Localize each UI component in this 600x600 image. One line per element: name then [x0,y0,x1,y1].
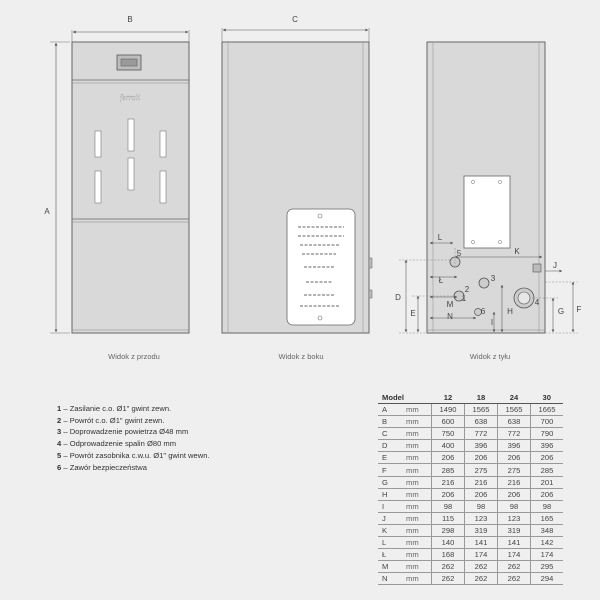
dimension-label-i: I [490,318,494,327]
table-row [378,549,563,561]
back-view-caption: Widok z tyłu [469,352,511,361]
table-cell-parameter: B [378,416,403,428]
table-row [378,464,563,476]
table-cell-unit: mm [403,561,432,573]
table-cell-value: 115 [432,512,465,524]
table-cell-value: 319 [498,524,531,536]
dimension-label-k: K [514,247,520,256]
table-cell-value: 216 [465,476,498,488]
table-header-model-12: 12 [432,392,465,404]
table-cell-value: 638 [498,416,531,428]
table-cell-value: 98 [465,500,498,512]
table-cell-parameter: F [378,464,403,476]
table-cell-value: 396 [465,440,498,452]
table-cell-value: 700 [531,416,564,428]
port-number-2: 2 [464,285,470,294]
port-number-4: 4 [534,298,540,307]
back-view-drawing [395,42,581,333]
legend-item: 5 – Powrót zasobnika c.w.u. Ø1" gwint wewn. [57,450,210,460]
table-cell-value: 319 [465,524,498,536]
dimension-label-g: G [557,307,565,316]
table-cell-value: 206 [498,452,531,464]
table-cell-parameter: G [378,476,403,488]
legend-item: 1 – Zasilanie c.o. Ø1" gwint zewn. [57,404,172,413]
table-cell-parameter: I [378,500,403,512]
table-cell-value: 1665 [531,404,564,416]
table-row [378,452,563,464]
table-cell-parameter: E [378,452,403,464]
table-body [378,404,563,585]
legend-item: 6 – Zawór bezpieczeństwa [57,462,147,472]
table-cell-value: 98 [531,500,564,512]
front-view-drawing [44,15,189,333]
table-cell-parameter: D [378,440,403,452]
table-cell-value: 396 [498,440,531,452]
table-cell-value: 206 [498,488,531,500]
table-cell-parameter: N [378,573,403,585]
table-cell-value: 206 [465,488,498,500]
table-cell-unit: mm [403,549,432,561]
dimension-label-j: J [553,261,557,270]
front-view-caption: Widok z przodu [108,352,160,361]
table-cell-value: 201 [531,476,564,488]
table-cell-parameter: H [378,488,403,500]
table-cell-value: 174 [531,549,564,561]
connections-legend [57,403,210,473]
table-cell-value: 141 [498,537,531,549]
table-header-model-18: 18 [465,392,498,404]
table-header-model: Model [378,392,432,404]
table-cell-value: 295 [531,561,564,573]
table-cell-unit: mm [403,500,432,512]
table-cell-value: 262 [432,573,465,585]
table-header-model-30: 30 [531,392,564,404]
brand-logo: ferroli [119,93,141,102]
table-cell-unit: mm [403,476,432,488]
table-cell-value: 275 [465,464,498,476]
dimension-label-m: M [446,300,454,309]
table-row [378,488,563,500]
table-cell-value: 140 [432,537,465,549]
table-cell-value: 206 [432,452,465,464]
table-cell-value: 174 [465,549,498,561]
table-cell-parameter: A [378,404,403,416]
table-cell-value: 1565 [465,404,498,416]
table-cell-value: 638 [465,416,498,428]
table-cell-value: 98 [432,500,465,512]
table-cell-value: 294 [531,573,564,585]
table-cell-value: 772 [465,428,498,440]
table-row [378,500,563,512]
port-number-6: 6 [480,307,486,316]
table-cell-value: 174 [498,549,531,561]
dimension-label-n: N [447,312,453,321]
table-row [378,476,563,488]
table-cell-value: 396 [531,440,564,452]
table-row [378,404,563,416]
dimension-label-c: C [292,15,298,24]
table-cell-value: 123 [498,512,531,524]
table-cell-parameter: C [378,428,403,440]
table-cell-value: 400 [432,440,465,452]
table-cell-unit: mm [403,512,432,524]
dimension-label-e: E [410,309,416,318]
table-header-row [378,392,563,404]
table-cell-value: 262 [465,573,498,585]
legend-item: 2 – Powrót c.o. Ø1" gwint zewn. [57,415,165,425]
table-cell-value: 98 [498,500,531,512]
table-cell-parameter: Ł [378,549,403,561]
table-cell-value: 262 [432,561,465,573]
table-cell-unit: mm [403,440,432,452]
table-cell-value: 142 [531,537,564,549]
table-cell-unit: mm [403,488,432,500]
table-cell-value: 262 [465,561,498,573]
table-cell-value: 206 [432,488,465,500]
table-cell-parameter: K [378,524,403,536]
table-row [378,573,563,585]
table-cell-unit: mm [403,416,432,428]
table-cell-unit: mm [403,464,432,476]
table-cell-value: 206 [531,488,564,500]
table-row [378,416,563,428]
legend-item: 4 – Odprowadzenie spalin Ø80 mm [57,439,177,449]
table-row [378,512,563,524]
table-cell-unit: mm [403,452,432,464]
table-cell-value: 348 [531,524,564,536]
dimensions-table [378,392,563,585]
table-cell-value: 750 [432,428,465,440]
table-cell-unit: mm [403,537,432,549]
side-view-drawing [222,15,372,333]
table-cell-value: 216 [498,476,531,488]
table-cell-parameter: J [378,512,403,524]
table-cell-value: 123 [465,512,498,524]
table-cell-value: 790 [531,428,564,440]
table-cell-value: 216 [432,476,465,488]
table-cell-value: 772 [498,428,531,440]
table-row [378,440,563,452]
dimension-label-l-stroke: Ł [438,276,444,285]
table-cell-value: 600 [432,416,465,428]
table-row [378,537,563,549]
table-cell-value: 168 [432,549,465,561]
table-cell-value: 206 [465,452,498,464]
side-service-panel [287,209,355,325]
table-cell-value: 298 [432,524,465,536]
table-cell-parameter: M [378,561,403,573]
table-cell-unit: mm [403,404,432,416]
table-cell-value: 1490 [432,404,465,416]
table-cell-parameter: L [378,537,403,549]
table-cell-value: 165 [531,512,564,524]
port-number-3: 3 [490,274,496,283]
table-cell-unit: mm [403,428,432,440]
table-row [378,524,563,536]
dimension-label-d: D [395,293,401,302]
table-cell-value: 141 [465,537,498,549]
dimension-label-h: H [507,307,513,316]
table-cell-value: 285 [531,464,564,476]
dimension-label-l: L [437,233,443,242]
table-cell-value: 262 [498,561,531,573]
port-number-1: 1 [461,294,467,303]
table-row [378,561,563,573]
table-cell-value: 206 [531,452,564,464]
dimension-label-f: F [576,305,582,314]
dimension-label-a: A [44,207,50,216]
table-cell-value: 275 [498,464,531,476]
table-cell-unit: mm [403,573,432,585]
table-cell-value: 262 [498,573,531,585]
table-header-model-24: 24 [498,392,531,404]
table-cell-unit: mm [403,524,432,536]
port-number-5: 5 [456,249,462,258]
table-cell-value: 285 [432,464,465,476]
legend-item: 3 – Doprowadzenie powietrza Ø48 mm [57,427,189,437]
table-row [378,428,563,440]
dimension-label-b: B [127,15,133,24]
table-cell-value: 1565 [498,404,531,416]
side-view-caption: Widok z boku [278,352,324,361]
